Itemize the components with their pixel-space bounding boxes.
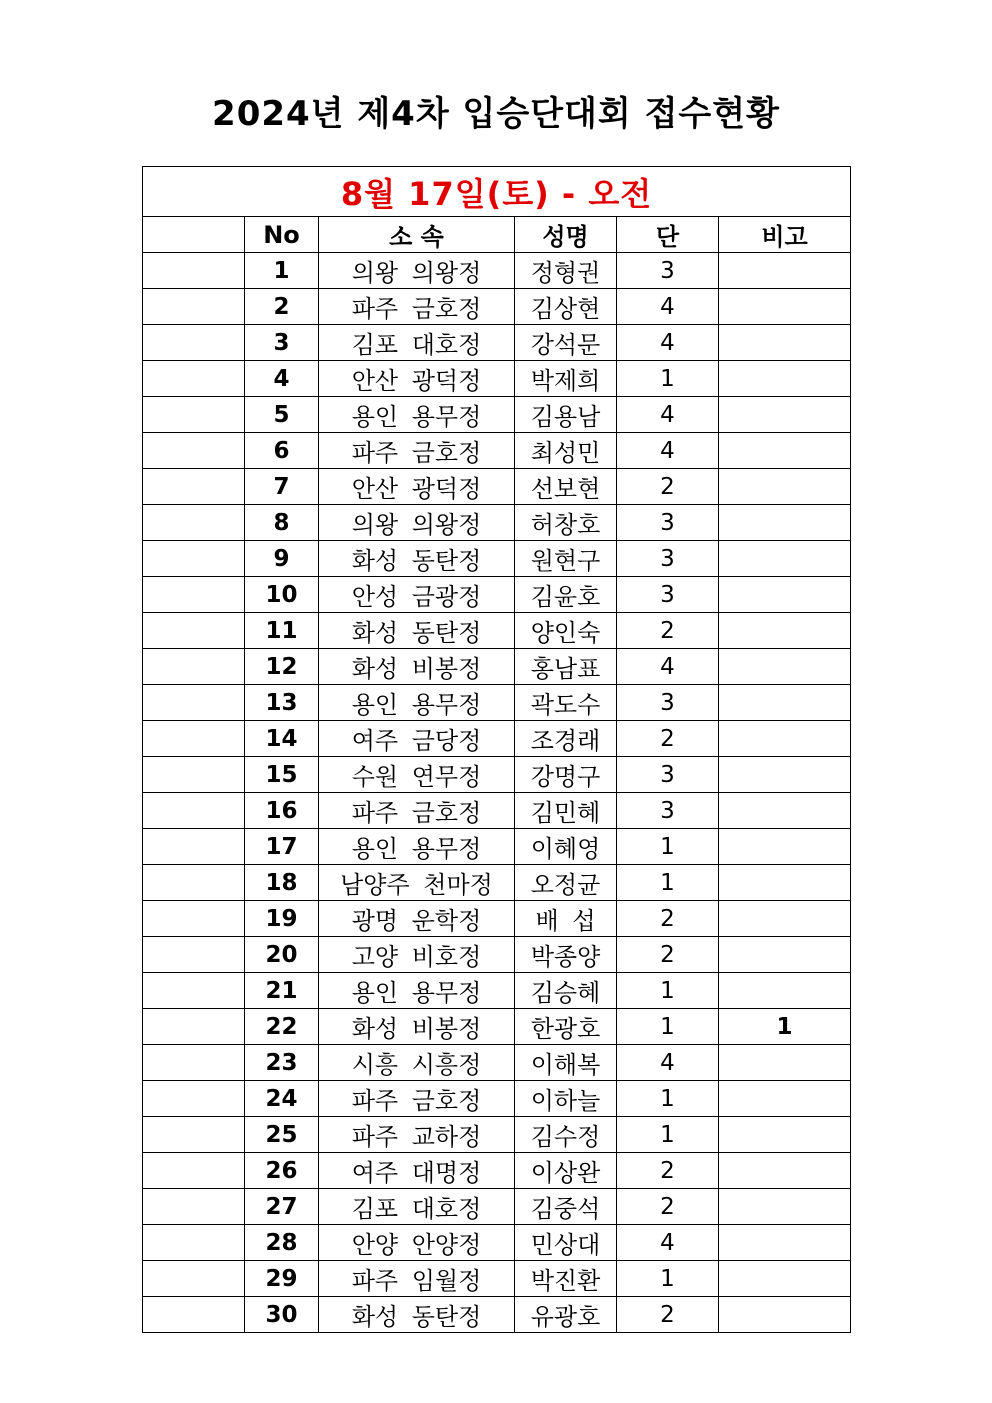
row-number: 10 xyxy=(245,577,319,613)
row-number: 17 xyxy=(245,829,319,865)
row-blank-cell xyxy=(143,577,245,613)
row-number: 15 xyxy=(245,757,319,793)
row-note xyxy=(719,1153,851,1189)
row-note xyxy=(719,937,851,973)
row-dan: 4 xyxy=(617,433,719,469)
row-note xyxy=(719,829,851,865)
row-dan: 1 xyxy=(617,973,719,1009)
row-name: 강석문 xyxy=(515,325,617,361)
row-affiliation: 화성 비봉정 xyxy=(319,649,515,685)
row-affiliation: 남양주 천마정 xyxy=(319,865,515,901)
row-name: 김승혜 xyxy=(515,973,617,1009)
row-blank-cell xyxy=(143,397,245,433)
row-affiliation: 여주 대명정 xyxy=(319,1153,515,1189)
row-affiliation: 안성 금광정 xyxy=(319,577,515,613)
row-number: 28 xyxy=(245,1225,319,1261)
table-row xyxy=(143,829,851,865)
row-note xyxy=(719,469,851,505)
header-org: 소 속 xyxy=(319,217,515,253)
row-affiliation: 안양 안양정 xyxy=(319,1225,515,1261)
row-number: 21 xyxy=(245,973,319,1009)
table-row xyxy=(143,865,851,901)
row-name: 정형권 xyxy=(515,253,617,289)
row-number: 24 xyxy=(245,1081,319,1117)
table-row xyxy=(143,289,851,325)
row-number: 5 xyxy=(245,397,319,433)
row-name: 김상현 xyxy=(515,289,617,325)
row-affiliation: 의왕 의왕정 xyxy=(319,505,515,541)
row-note xyxy=(719,865,851,901)
row-note xyxy=(719,397,851,433)
session-banner: 8월 17일(토) - 오전 xyxy=(143,167,851,217)
row-note xyxy=(719,361,851,397)
row-dan: 2 xyxy=(617,613,719,649)
row-name: 박종양 xyxy=(515,937,617,973)
row-name: 오정균 xyxy=(515,865,617,901)
row-blank-cell xyxy=(143,469,245,505)
row-name: 이상완 xyxy=(515,1153,617,1189)
row-note xyxy=(719,253,851,289)
row-dan: 1 xyxy=(617,1117,719,1153)
row-affiliation: 용인 용무정 xyxy=(319,829,515,865)
table-row xyxy=(143,1297,851,1333)
row-name: 이해복 xyxy=(515,1045,617,1081)
table-header-row xyxy=(143,217,851,253)
table-body xyxy=(143,253,851,1333)
row-name: 박제희 xyxy=(515,361,617,397)
row-dan: 4 xyxy=(617,325,719,361)
row-name: 김수정 xyxy=(515,1117,617,1153)
row-note xyxy=(719,1261,851,1297)
row-blank-cell xyxy=(143,325,245,361)
row-note xyxy=(719,1297,851,1333)
row-affiliation: 수원 연무정 xyxy=(319,757,515,793)
row-number: 29 xyxy=(245,1261,319,1297)
row-note: 1 xyxy=(719,1009,851,1045)
row-note xyxy=(719,1045,851,1081)
row-blank-cell xyxy=(143,1117,245,1153)
table-row xyxy=(143,253,851,289)
row-dan: 3 xyxy=(617,505,719,541)
row-blank-cell xyxy=(143,1261,245,1297)
row-dan: 2 xyxy=(617,469,719,505)
row-note xyxy=(719,793,851,829)
row-affiliation: 화성 비봉정 xyxy=(319,1009,515,1045)
row-name: 이혜영 xyxy=(515,829,617,865)
table-row xyxy=(143,433,851,469)
registration-table xyxy=(142,166,851,1333)
row-dan: 1 xyxy=(617,1081,719,1117)
table-row xyxy=(143,577,851,613)
row-note xyxy=(719,505,851,541)
row-note xyxy=(719,721,851,757)
row-affiliation: 용인 용무정 xyxy=(319,397,515,433)
row-affiliation: 김포 대호정 xyxy=(319,325,515,361)
row-affiliation: 여주 금당정 xyxy=(319,721,515,757)
row-note xyxy=(719,649,851,685)
row-note xyxy=(719,1189,851,1225)
row-name: 김용남 xyxy=(515,397,617,433)
row-affiliation: 시흥 시흥정 xyxy=(319,1045,515,1081)
row-blank-cell xyxy=(143,613,245,649)
header-no: No xyxy=(245,217,319,253)
row-affiliation: 파주 금호정 xyxy=(319,793,515,829)
row-number: 9 xyxy=(245,541,319,577)
table-row xyxy=(143,1225,851,1261)
header-dan: 단 xyxy=(617,217,719,253)
table-row xyxy=(143,757,851,793)
table-row xyxy=(143,541,851,577)
row-dan: 3 xyxy=(617,541,719,577)
row-dan: 4 xyxy=(617,1045,719,1081)
row-dan: 1 xyxy=(617,1261,719,1297)
row-dan: 1 xyxy=(617,1009,719,1045)
row-blank-cell xyxy=(143,721,245,757)
row-number: 12 xyxy=(245,649,319,685)
page-title: 2024년 제4차 입승단대회 접수현황 xyxy=(212,94,780,134)
row-number: 16 xyxy=(245,793,319,829)
row-blank-cell xyxy=(143,1081,245,1117)
header-name: 성명 xyxy=(515,217,617,253)
row-dan: 3 xyxy=(617,757,719,793)
row-dan: 4 xyxy=(617,649,719,685)
row-blank-cell xyxy=(143,1297,245,1333)
row-note xyxy=(719,685,851,721)
table-row xyxy=(143,1189,851,1225)
row-name: 박진환 xyxy=(515,1261,617,1297)
row-note xyxy=(719,757,851,793)
row-number: 22 xyxy=(245,1009,319,1045)
row-number: 8 xyxy=(245,505,319,541)
row-affiliation: 파주 교하정 xyxy=(319,1117,515,1153)
table-row xyxy=(143,937,851,973)
row-dan: 1 xyxy=(617,361,719,397)
row-name: 김중석 xyxy=(515,1189,617,1225)
row-blank-cell xyxy=(143,1153,245,1189)
row-dan: 3 xyxy=(617,577,719,613)
row-blank-cell xyxy=(143,1189,245,1225)
table-row xyxy=(143,793,851,829)
row-name: 허창호 xyxy=(515,505,617,541)
row-number: 30 xyxy=(245,1297,319,1333)
row-blank-cell xyxy=(143,973,245,1009)
row-number: 27 xyxy=(245,1189,319,1225)
row-blank-cell xyxy=(143,757,245,793)
table-row xyxy=(143,361,851,397)
row-affiliation: 용인 용무정 xyxy=(319,973,515,1009)
row-note xyxy=(719,901,851,937)
row-affiliation: 김포 대호정 xyxy=(319,1189,515,1225)
table-row xyxy=(143,1081,851,1117)
row-number: 20 xyxy=(245,937,319,973)
row-name: 유광호 xyxy=(515,1297,617,1333)
row-dan: 4 xyxy=(617,397,719,433)
row-dan: 2 xyxy=(617,901,719,937)
row-blank-cell xyxy=(143,1009,245,1045)
row-name: 이하늘 xyxy=(515,1081,617,1117)
table-row xyxy=(143,1261,851,1297)
row-number: 2 xyxy=(245,289,319,325)
row-name: 원현구 xyxy=(515,541,617,577)
row-blank-cell xyxy=(143,865,245,901)
row-dan: 2 xyxy=(617,1297,719,1333)
row-blank-cell xyxy=(143,541,245,577)
row-blank-cell xyxy=(143,901,245,937)
row-affiliation: 안산 광덕정 xyxy=(319,469,515,505)
table-row xyxy=(143,1153,851,1189)
table-row xyxy=(143,1009,851,1045)
table-row xyxy=(143,649,851,685)
row-affiliation: 고양 비호정 xyxy=(319,937,515,973)
table-row xyxy=(143,1045,851,1081)
row-affiliation: 파주 금호정 xyxy=(319,289,515,325)
row-number: 26 xyxy=(245,1153,319,1189)
row-name: 곽도수 xyxy=(515,685,617,721)
row-number: 6 xyxy=(245,433,319,469)
row-dan: 2 xyxy=(617,1189,719,1225)
row-name: 선보현 xyxy=(515,469,617,505)
table-row xyxy=(143,1117,851,1153)
row-blank-cell xyxy=(143,433,245,469)
row-number: 3 xyxy=(245,325,319,361)
row-number: 25 xyxy=(245,1117,319,1153)
row-note xyxy=(719,1225,851,1261)
row-note xyxy=(719,1117,851,1153)
row-number: 1 xyxy=(245,253,319,289)
row-blank-cell xyxy=(143,685,245,721)
row-dan: 2 xyxy=(617,937,719,973)
row-number: 18 xyxy=(245,865,319,901)
row-blank-cell xyxy=(143,829,245,865)
row-blank-cell xyxy=(143,1045,245,1081)
row-number: 13 xyxy=(245,685,319,721)
row-affiliation: 화성 동탄정 xyxy=(319,1297,515,1333)
row-dan: 2 xyxy=(617,721,719,757)
row-note xyxy=(719,325,851,361)
row-number: 14 xyxy=(245,721,319,757)
row-dan: 1 xyxy=(617,829,719,865)
row-note xyxy=(719,613,851,649)
row-name: 홍남표 xyxy=(515,649,617,685)
row-affiliation: 용인 용무정 xyxy=(319,685,515,721)
table-row xyxy=(143,613,851,649)
row-dan: 1 xyxy=(617,865,719,901)
row-blank-cell xyxy=(143,289,245,325)
row-name: 조경래 xyxy=(515,721,617,757)
row-affiliation: 파주 금호정 xyxy=(319,1081,515,1117)
row-blank-cell xyxy=(143,361,245,397)
table-row xyxy=(143,397,851,433)
row-number: 4 xyxy=(245,361,319,397)
row-blank-cell xyxy=(143,253,245,289)
row-number: 23 xyxy=(245,1045,319,1081)
row-dan: 4 xyxy=(617,1225,719,1261)
table-row xyxy=(143,469,851,505)
row-number: 11 xyxy=(245,613,319,649)
row-name: 민상대 xyxy=(515,1225,617,1261)
row-dan: 3 xyxy=(617,253,719,289)
row-number: 7 xyxy=(245,469,319,505)
row-affiliation: 파주 임월정 xyxy=(319,1261,515,1297)
row-name: 한광호 xyxy=(515,1009,617,1045)
row-affiliation: 화성 동탄정 xyxy=(319,613,515,649)
row-name: 양인숙 xyxy=(515,613,617,649)
header-blank-cell xyxy=(143,217,245,253)
row-name: 최성민 xyxy=(515,433,617,469)
row-blank-cell xyxy=(143,649,245,685)
row-name: 배 섭 xyxy=(515,901,617,937)
row-blank-cell xyxy=(143,793,245,829)
row-affiliation: 화성 동탄정 xyxy=(319,541,515,577)
row-affiliation: 의왕 의왕정 xyxy=(319,253,515,289)
row-note xyxy=(719,973,851,1009)
row-note xyxy=(719,541,851,577)
row-number: 19 xyxy=(245,901,319,937)
header-note: 비고 xyxy=(719,217,851,253)
row-dan: 4 xyxy=(617,289,719,325)
row-blank-cell xyxy=(143,505,245,541)
row-dan: 3 xyxy=(617,685,719,721)
row-note xyxy=(719,1081,851,1117)
row-affiliation: 광명 운학정 xyxy=(319,901,515,937)
row-name: 김민혜 xyxy=(515,793,617,829)
table-row xyxy=(143,325,851,361)
row-affiliation: 파주 금호정 xyxy=(319,433,515,469)
table-row xyxy=(143,901,851,937)
row-note xyxy=(719,433,851,469)
table-row xyxy=(143,505,851,541)
table-row xyxy=(143,721,851,757)
row-name: 강명구 xyxy=(515,757,617,793)
row-note xyxy=(719,289,851,325)
table-row xyxy=(143,973,851,1009)
row-dan: 3 xyxy=(617,793,719,829)
row-dan: 2 xyxy=(617,1153,719,1189)
row-blank-cell xyxy=(143,937,245,973)
table-row xyxy=(143,685,851,721)
row-affiliation: 안산 광덕정 xyxy=(319,361,515,397)
row-blank-cell xyxy=(143,1225,245,1261)
row-name: 김윤호 xyxy=(515,577,617,613)
row-note xyxy=(719,577,851,613)
